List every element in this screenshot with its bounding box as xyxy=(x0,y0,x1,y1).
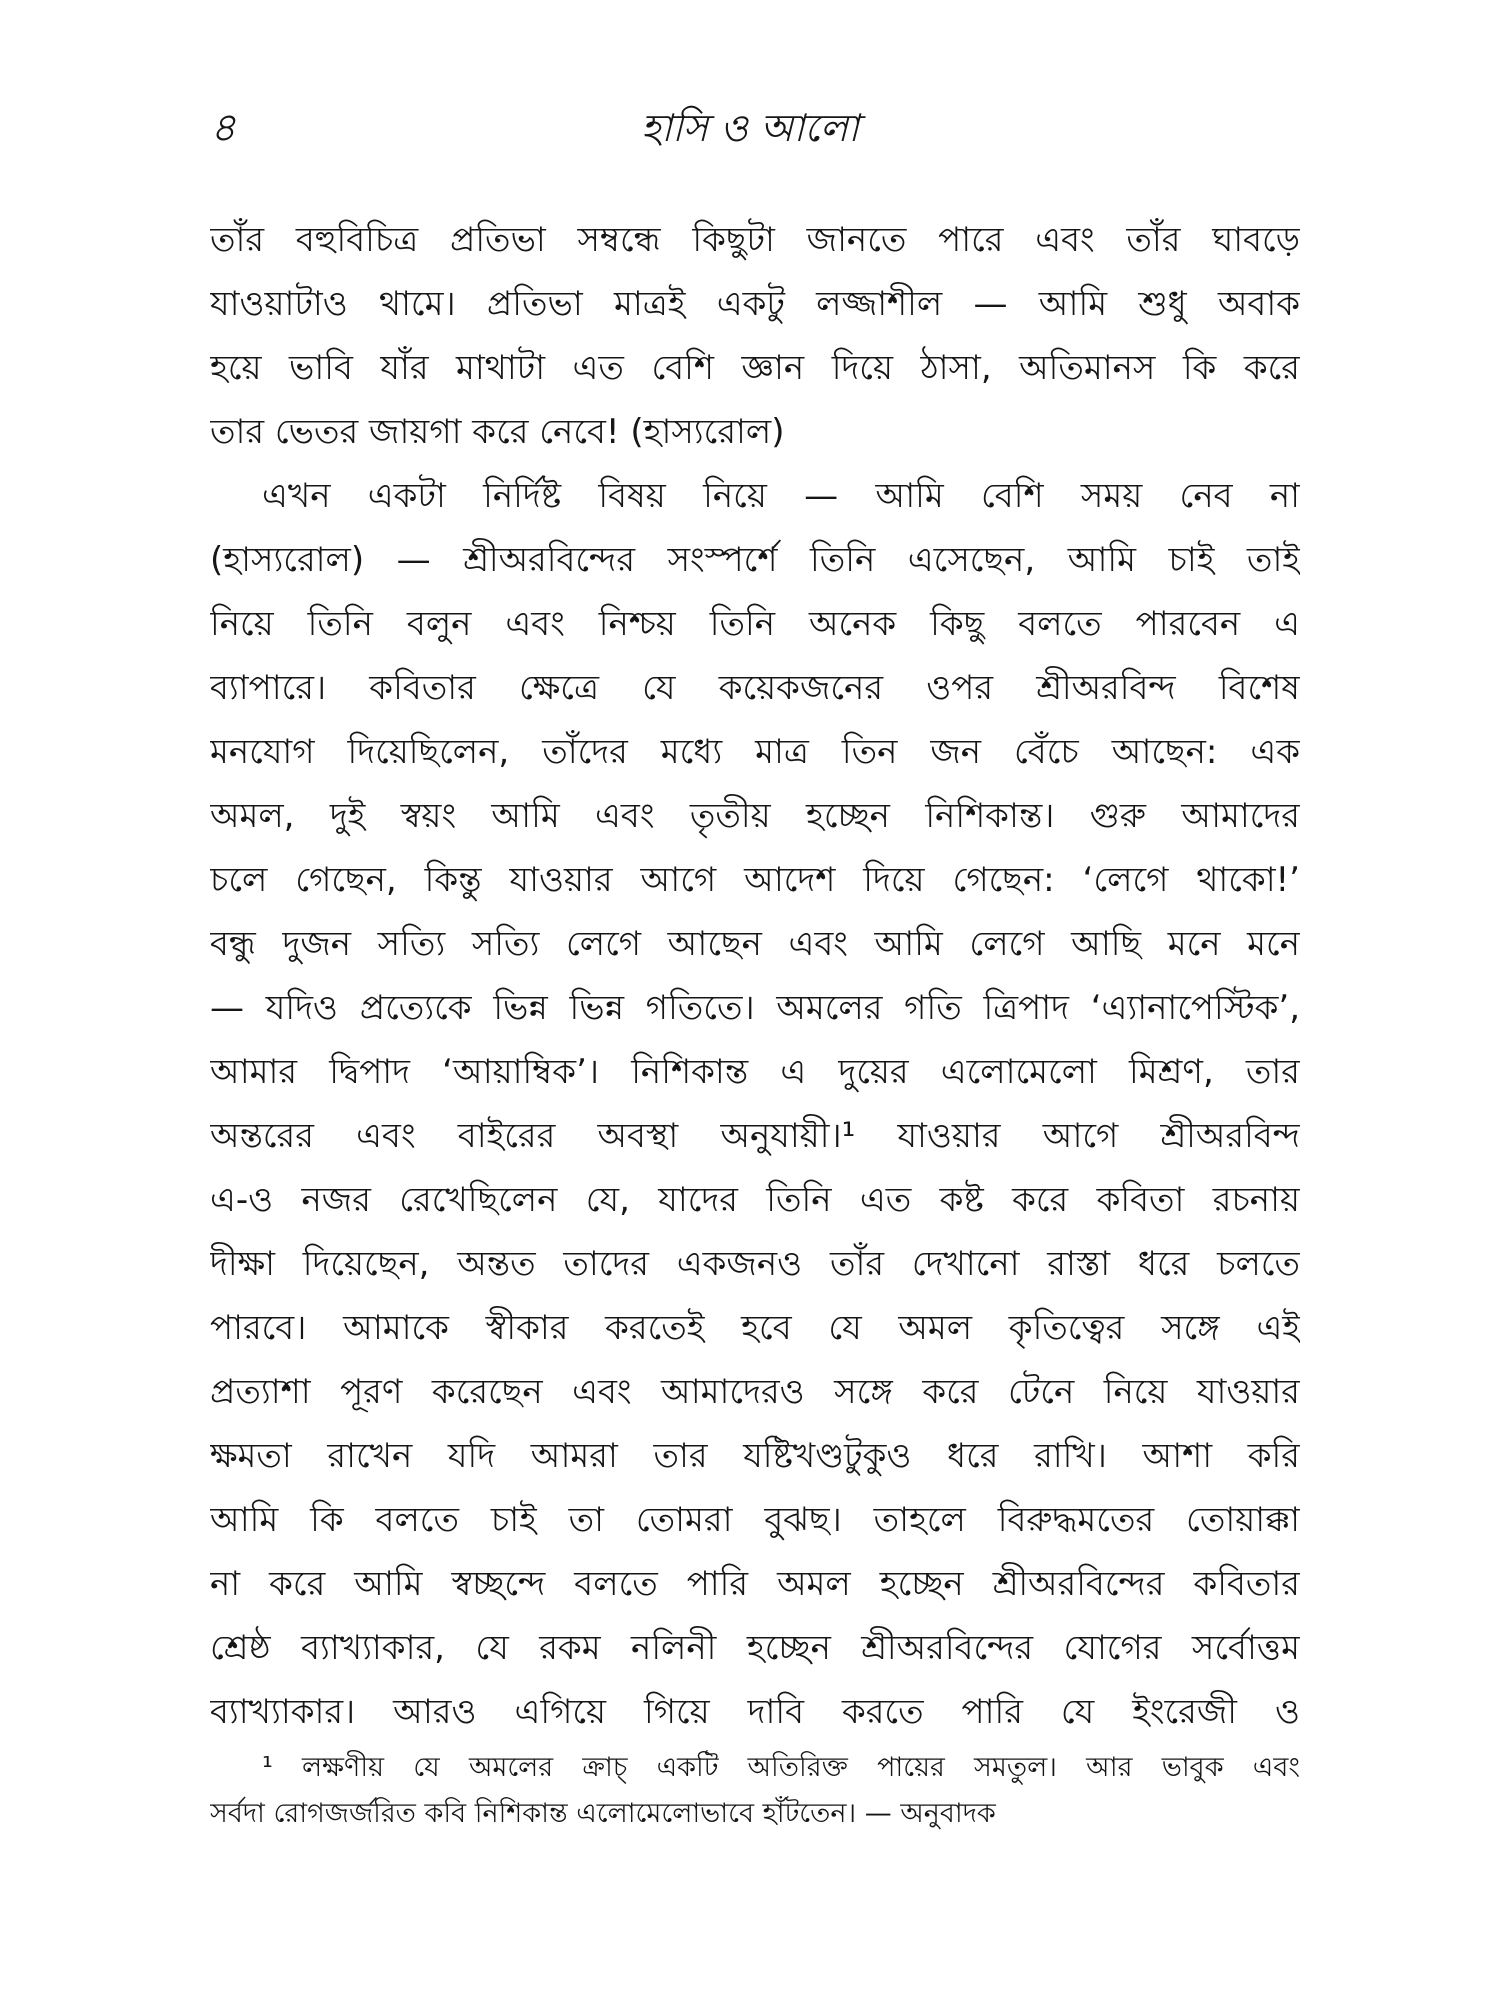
body-line: পারবে। আমাকে স্বীকার করতেই হবে যে অমল কৃতিত্বের সঙ্গে এই xyxy=(210,1308,1300,1348)
body-line: বন্ধু দুজন সত্যি সত্যি লেগে আছেন এবং আমি লেগে আছি মনে মনে xyxy=(210,924,1300,964)
body-line: ব্যাখ্যাকার। আরও এগিয়ে গিয়ে দাবি করতে পারি যে ইংরেজী ও xyxy=(210,1692,1300,1732)
body-line: প্রত্যাশা পূরণ করেছেন এবং আমাদেরও সঙ্গে করে টেনে নিয়ে যাওয়ার xyxy=(210,1372,1300,1412)
body-line: ব্যাপারে। কবিতার ক্ষেত্রে যে কয়েকজনের ওপর শ্রীঅরবিন্দ বিশেষ xyxy=(210,668,1300,708)
body-line: তাঁর বহুবিচিত্র প্রতিভা সম্বন্ধে কিছুটা জানতে পারে এবং তাঁর ঘাবড়ে xyxy=(210,220,1300,260)
body-line: এ-ও নজর রেখেছিলেন যে, যাদের তিনি এত কষ্ট করে কবিতা রচনায় xyxy=(210,1180,1300,1220)
body-text xyxy=(210,208,1300,1744)
page-number: ৪ xyxy=(210,105,236,151)
body-line: যাওয়াটাও থামে। প্রতিভা মাত্রই একটু লজ্জাশীল — আমি শুধু অবাক xyxy=(210,284,1300,324)
body-line: আমি কি বলতে চাই তা তোমরা বুঝছ। তাহলে বিরুদ্ধমতের তোয়াক্কা xyxy=(210,1500,1300,1540)
footnote xyxy=(210,1745,1300,1837)
body-line: মনযোগ দিয়েছিলেন, তাঁদের মধ্যে মাত্র তিন জন বেঁচে আছেন: এক xyxy=(210,732,1300,772)
body-line: শ্রেষ্ঠ ব্যাখ্যাকার, যে রকম নলিনী হচ্ছেন শ্রীঅরবিন্দের যোগের সর্বোত্তম xyxy=(210,1628,1300,1668)
body-line: তার ভেতর জায়গা করে নেবে! (হাস্যরোল) xyxy=(210,412,785,452)
body-line: হয়ে ভাবি যাঁর মাথাটা এত বেশি জ্ঞান দিয়ে ঠাসা, অতিমানস কি করে xyxy=(210,348,1300,388)
body-line: — যদিও প্রত্যেকে ভিন্ন ভিন্ন গতিতে। অমলের গতি ত্রিপাদ ‘এ্যানাপেস্টিক’, xyxy=(210,988,1300,1028)
body-line: ক্ষমতা রাখেন যদি আমরা তার যষ্টিখণ্ডটুকুও ধরে রাখি। আশা করি xyxy=(210,1436,1300,1476)
body-line: অন্তরের এবং বাইরের অবস্থা অনুযায়ী।¹ যাওয়ার আগে শ্রীঅরবিন্দ xyxy=(210,1116,1300,1156)
footnote-line: সর্বদা রোগজর্জরিত কবি নিশিকান্ত এলোমেলোভাবে হাঁটতেন। — অনুবাদক xyxy=(210,1798,996,1829)
body-line: আমার দ্বিপাদ ‘আয়াম্বিক’। নিশিকান্ত এ দুয়ের এলোমেলো মিশ্রণ, তার xyxy=(210,1052,1300,1092)
body-line: না করে আমি স্বচ্ছন্দে বলতে পারি অমল হচ্ছেন শ্রীঅরবিন্দের কবিতার xyxy=(210,1564,1300,1604)
running-head xyxy=(200,102,1300,154)
body-line: (হাস্যরোল) — শ্রীঅরবিন্দের সংস্পর্শে তিনি এসেছেন, আমি চাই তাই xyxy=(210,540,1300,580)
body-line: অমল, দুই স্বয়ং আমি এবং তৃতীয় হচ্ছেন নিশিকান্ত। গুরু আমাদের xyxy=(210,796,1300,836)
body-line: নিয়ে তিনি বলুন এবং নিশ্চয় তিনি অনেক কিছু বলতে পারবেন এ xyxy=(210,604,1300,644)
body-line: দীক্ষা দিয়েছেন, অন্তত তাদের একজনও তাঁর দেখানো রাস্তা ধরে চলতে xyxy=(210,1244,1300,1284)
body-line: এখন একটা নির্দিষ্ট বিষয় নিয়ে — আমি বেশি সময় নেব না xyxy=(262,476,1300,516)
body-line: চলে গেছেন, কিন্তু যাওয়ার আগে আদেশ দিয়ে গেছেন: ‘লেগে থাকো!’ xyxy=(210,860,1300,900)
book-title: হাসি ও আলো xyxy=(640,106,859,150)
footnote-line: ¹ লক্ষণীয় যে অমলের ক্রাচ্ একটি অতিরিক্ত পায়ের সমতুল। আর ভাবুক এবং xyxy=(262,1752,1300,1783)
